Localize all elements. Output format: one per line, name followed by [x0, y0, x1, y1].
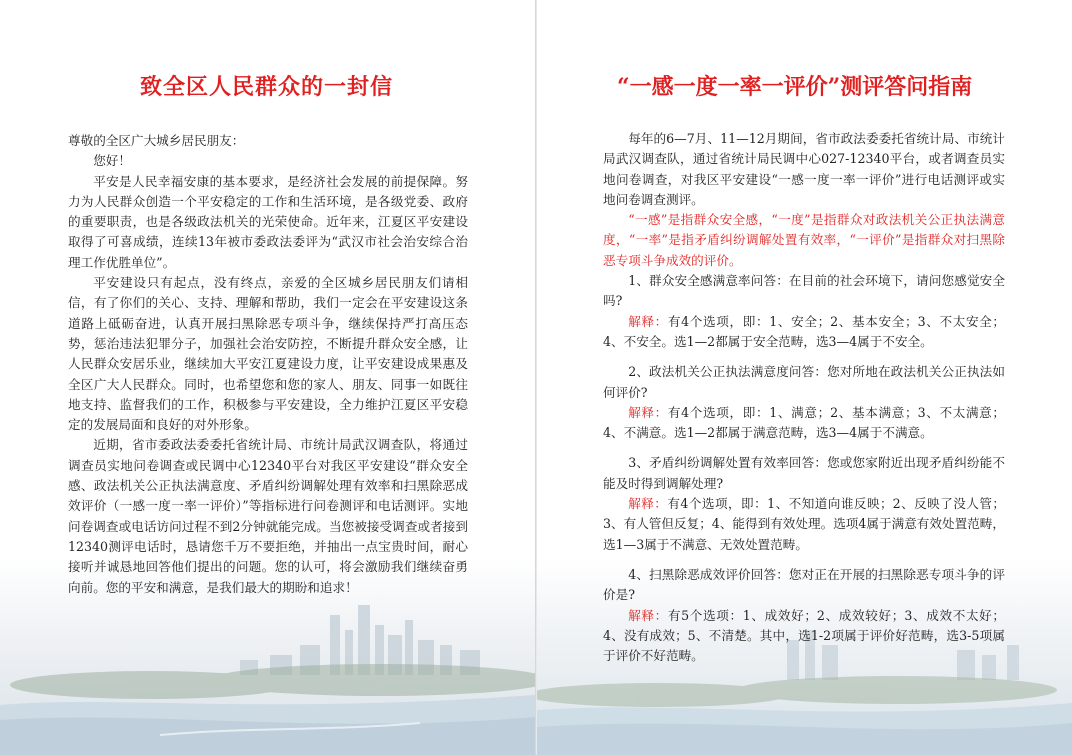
- explanation-2-text: 有4个选项，即：1、满意；2、基本满意；3、不太满意；4、不满意。选1—2都属于满意范畴，选3—4属于不满意。: [603, 404, 1006, 441]
- letter-paragraph-3: 近期，省市委政法委委托省统计局、市统计局武汉调查队，将通过调查员实地问卷调查或民调中心12340平台对我区平安建设“群众安全感、政法机关公正执法满意度、矛盾纠纷调解处理有效率和扫黑除恶成效评价（一感一度一率一评价）”等指标进行问卷测评和电话测评。实地问卷调查或电话访问过程不到2分钟就能完成。当您被接受调查或者接到12340测评电话时，恳请您千万不要拒绝，并抽出一点宝贵时间，耐心接听并诚恳地回答他们提出的问题。您的认可，将会激励我们继续奋勇向前。您的平安和满意，是我们最大的期盼和追求！: [68, 437, 468, 595]
- letter-body: [68, 131, 468, 598]
- explanation-2: [603, 403, 1005, 444]
- explanation-3-text: 有4个选项，即：1、不知道向谁反映；2、反映了没人管；3、有人管但反复；4、能得到有效处理。选项4属于满意有效处置范畴，选1—3属于不满意、无效处置范畴。: [603, 496, 1006, 552]
- question-4: 4、扫黑除恶成效评价回答：您对正在开展的扫黑除恶专项斗争的评价是?: [603, 566, 1005, 603]
- right-page: [537, 0, 1072, 755]
- explanation-1-text: 有4个选项，即：1、安全；2、基本安全；3、不太安全；4、不安全。选1—2都属于安全范畴，选3—4属于不安全。: [603, 313, 1006, 349]
- question-3: 3、矛盾纠纷调解处置有效率回答：您或您家附近出现矛盾纠纷能不能及时得到调解处理?: [603, 455, 1005, 491]
- explanation-label: 解释：: [628, 496, 668, 512]
- explanation-4-text: 有5个选项：1、成效好；2、成效较好；3、成效不太好；4、没有成效；5、不清楚。其中，选1-2项属于评价好范畴，选3-5项属于评价不好范畴。: [603, 607, 1006, 664]
- guide-intro: 每年的6—7月、11—12月期间，省市政法委委托省统计局、市统计局武汉调查队，通过省统计局民调中心027-12340平台，或者调查员实地问卷调查，对我区平安建设“一感一度一率一评价”进行电话测评或实地问卷调查测评。: [603, 131, 1005, 207]
- explanation-4: [603, 606, 1005, 667]
- letter-paragraph-2: 平安建设只有起点，没有终点，亲爱的全区城乡居民朋友们请相信，有了你们的关心、支持、理解和帮助，我们一定会在平安建设这条道路上砥砺奋进，认真开展扫黑除恶专项斗争，继续保持严打高压态势，惩治违法犯罪分子，加强社会治安防控，不断提升群众安全感，让人民群众安居乐业，继续加大平安江夏建设力度，让平安建设成果惠及全区广大人民群众。同时，也希望您和您的家人、朋友、同事一如既往地支持、监督我们的工作，积极参与平安建设，全力维护江夏区平安稳定的发展局面和良好的对外形象。: [68, 275, 468, 433]
- explanation-1: [603, 312, 1005, 353]
- explanation-3: [603, 494, 1005, 555]
- guide-body: [603, 129, 1005, 666]
- letter-greeting: 您好！: [93, 153, 131, 169]
- explanation-label: 解释：: [628, 313, 668, 329]
- question-2: 2、政法机关公正执法满意度问答：您对所地在政法机关公正执法如何评价?: [603, 364, 1005, 400]
- guide-definition: “一感”是指群众安全感，“一度”是指群众对政法机关公正执法满意度，“一率”是指矛盾纠纷调解处置有效率，“一评价”是指群众对扫黑除恶专项斗争成效的评价。: [603, 212, 1005, 268]
- explanation-label: 解释：: [628, 607, 668, 623]
- letter-title: 致全区人民群众的一封信: [140, 74, 394, 100]
- letter-salutation: 尊敬的全区广大城乡居民朋友：: [68, 133, 245, 148]
- question-1: 1、群众安全感满意率问答：在目前的社会环境下，请问您感觉安全吗?: [603, 273, 1005, 309]
- letter-paragraph-1: 平安是人民幸福安康的基本要求，是经济社会发展的前提保障。努力为人民群众创造一个平安稳定的工作和生活环境，是各级党委、政府的重要职责，也是各级政法机关的光荣使命。近年来，江夏区平安建设取得了可喜成绩，连续13年被市委政法委评为“武汉市社会治安综合治理工作优胜单位”。: [68, 173, 468, 270]
- explanation-label: 解释：: [628, 404, 668, 420]
- guide-title: “一感一度一率一评价”测评答问指南: [617, 74, 973, 100]
- left-page: [0, 0, 535, 755]
